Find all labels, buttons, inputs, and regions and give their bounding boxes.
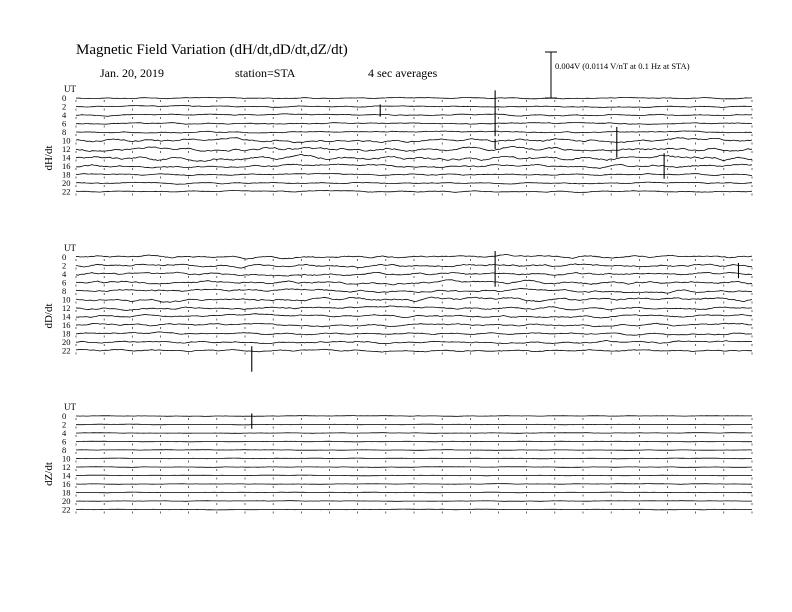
row-label-ut-8: 8 (62, 286, 67, 296)
row-label-ut-20: 20 (62, 496, 71, 506)
panel-dzdt (43, 402, 752, 515)
trace-ut-10 (76, 297, 752, 302)
row-label-ut-4: 4 (62, 269, 67, 279)
trace-ut-12 (76, 306, 752, 311)
trace-ut-0 (76, 416, 752, 417)
trace-ut-22 (76, 349, 752, 352)
panels (43, 84, 792, 515)
trace-ut-12 (76, 467, 752, 468)
trace-ut-4 (76, 433, 752, 434)
trace-ut-0 (76, 97, 752, 99)
trace-ut-14 (76, 475, 752, 476)
row-label-ut-10: 10 (62, 294, 71, 305)
trace-ut-2 (76, 105, 752, 107)
trace-ut-20 (76, 182, 752, 184)
row-label-ut-18: 18 (62, 169, 71, 180)
row-label-ut-4: 4 (62, 110, 67, 120)
panel-dddt (43, 243, 792, 372)
row-label-ut-14: 14 (62, 311, 71, 322)
trace-ut-8 (76, 131, 752, 133)
panel-dhdt (43, 84, 792, 197)
trace-ut-4 (76, 114, 752, 117)
trace-ut-22 (76, 509, 752, 510)
trace-ut-4 (76, 272, 752, 276)
date-label: Jan. 20, 2019 (100, 66, 164, 80)
trace-ut-18 (76, 332, 752, 335)
row-label-ut-12: 12 (62, 462, 71, 472)
row-label-ut-16: 16 (62, 320, 71, 330)
trace-ut-20 (76, 340, 752, 343)
row-label-ut-14: 14 (62, 152, 71, 163)
trace-ut-6 (76, 123, 752, 125)
ut-axis-label: UT (64, 84, 76, 94)
row-label-ut-8: 8 (62, 127, 67, 137)
row-label-ut-2: 2 (62, 419, 67, 430)
row-label-ut-20: 20 (62, 337, 71, 347)
trace-ut-6 (76, 280, 752, 285)
row-label-ut-14: 14 (62, 470, 71, 481)
row-label-ut-2: 2 (62, 101, 67, 112)
trace-ut-16 (76, 164, 752, 168)
panel-ylabel: dD/dt (43, 303, 55, 329)
trace-ut-2 (76, 424, 752, 425)
trace-ut-8 (76, 288, 752, 293)
trace-ut-20 (76, 501, 752, 502)
trace-ut-22 (76, 190, 752, 192)
row-label-ut-2: 2 (62, 260, 67, 271)
row-label-ut-22: 22 (62, 345, 71, 356)
row-label-ut-4: 4 (62, 428, 67, 438)
row-label-ut-18: 18 (62, 487, 71, 498)
row-label-ut-10: 10 (62, 135, 71, 146)
trace-ut-16 (76, 323, 752, 327)
row-label-ut-8: 8 (62, 445, 67, 455)
trace-ut-6 (76, 441, 752, 442)
row-label-ut-16: 16 (62, 479, 71, 489)
row-label-ut-6: 6 (62, 436, 67, 447)
trace-ut-0 (76, 254, 752, 259)
row-label-ut-22: 22 (62, 504, 71, 515)
scale-bar (545, 52, 557, 98)
row-label-ut-12: 12 (62, 303, 71, 313)
row-label-ut-10: 10 (62, 453, 71, 464)
trace-ut-18 (76, 492, 752, 493)
trace-ut-18 (76, 173, 752, 175)
row-label-ut-22: 22 (62, 186, 71, 197)
trace-ut-16 (76, 484, 752, 485)
row-label-ut-18: 18 (62, 328, 71, 339)
row-label-ut-0: 0 (62, 252, 67, 262)
averaging-label: 4 sec averages (368, 66, 438, 80)
row-label-ut-0: 0 (62, 411, 67, 421)
trace-ut-10 (76, 138, 752, 143)
row-label-ut-6: 6 (62, 118, 67, 129)
trace-ut-10 (76, 458, 752, 459)
row-label-ut-12: 12 (62, 144, 71, 154)
panel-ylabel: dZ/dt (43, 462, 55, 486)
trace-ut-12 (76, 146, 752, 151)
scale-note: 0.004V (0.0114 V/nT at 0.1 Hz at STA) (555, 61, 690, 71)
station-label: station=STA (235, 66, 296, 80)
trace-ut-14 (76, 314, 752, 318)
row-label-ut-16: 16 (62, 161, 71, 171)
chart-title: Magnetic Field Variation (dH/dt,dD/dt,dZ/dt) (76, 42, 348, 58)
panel-ylabel: dH/dt (43, 145, 55, 171)
row-label-ut-0: 0 (62, 93, 67, 103)
row-label-ut-20: 20 (62, 178, 71, 188)
trace-ut-8 (76, 450, 752, 451)
ut-axis-label: UT (64, 243, 76, 253)
ut-axis-label: UT (64, 402, 76, 412)
row-label-ut-6: 6 (62, 277, 67, 288)
trace-ut-2 (76, 264, 752, 268)
